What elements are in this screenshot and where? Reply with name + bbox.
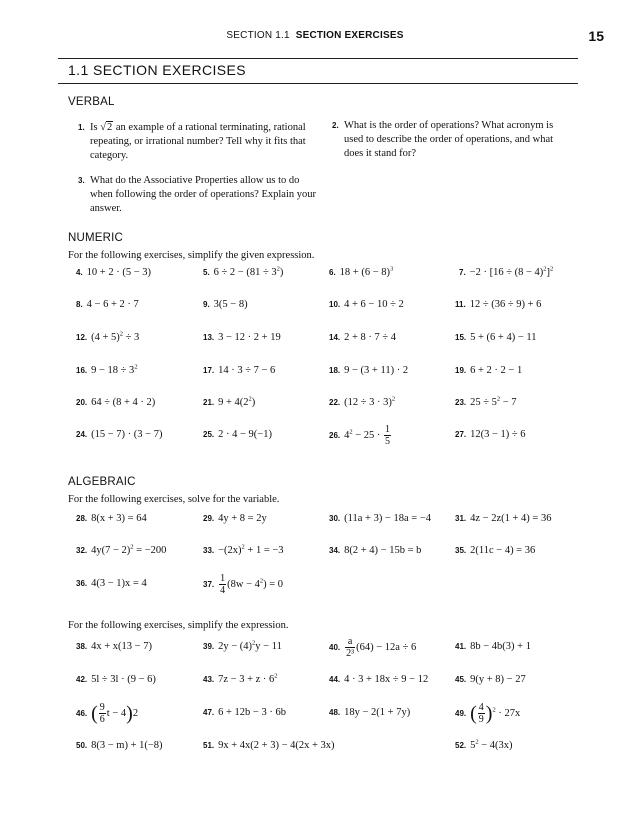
exercise-number: 49. bbox=[455, 708, 467, 718]
exercise-number: 14. bbox=[329, 333, 341, 342]
exponent: 2 bbox=[496, 395, 501, 403]
simplify-instruction: For the following exercises, simplify the expression. bbox=[68, 620, 289, 631]
exercise-number: 19. bbox=[455, 366, 467, 375]
expression: 4y + 8 = 2y bbox=[218, 513, 267, 524]
exercise-number: 39. bbox=[203, 642, 215, 651]
exercise-27 bbox=[455, 428, 526, 442]
exercise-number: 26. bbox=[329, 430, 341, 440]
exercise-number: 30. bbox=[329, 514, 341, 523]
exercise-32 bbox=[76, 544, 166, 558]
expression: 6 + 2 · 2 − 1 bbox=[470, 365, 523, 376]
exercise-7 bbox=[459, 266, 553, 280]
expression: ÷ 3 bbox=[123, 332, 140, 343]
exercise-10 bbox=[329, 298, 404, 312]
exercise-number: 31. bbox=[455, 514, 467, 523]
exponent: 2 bbox=[248, 395, 252, 403]
exercise-45 bbox=[455, 673, 526, 687]
exercise-number: 23. bbox=[455, 398, 467, 407]
exercise-number: 36. bbox=[76, 579, 88, 588]
exercise-33 bbox=[203, 544, 284, 558]
exercise-number: 33. bbox=[203, 546, 215, 555]
running-header bbox=[0, 30, 630, 48]
expression: 2(11c − 4) = 36 bbox=[470, 545, 536, 556]
exercise-41 bbox=[455, 640, 531, 654]
exercise-number: 28. bbox=[76, 514, 88, 523]
expression: · 27x bbox=[495, 707, 521, 719]
exercise-20 bbox=[76, 396, 155, 410]
exercise-24 bbox=[76, 428, 162, 442]
exponent: 2 bbox=[241, 543, 245, 551]
expression: (15 − 7) · (3 − 7) bbox=[91, 429, 163, 440]
exponent: 2 bbox=[274, 672, 278, 680]
exercise-number: 5. bbox=[203, 268, 210, 277]
exponent: 2 bbox=[349, 428, 353, 436]
exercise-47 bbox=[203, 706, 286, 720]
exercise-number: 44. bbox=[329, 675, 341, 684]
expression: 7z − 3 + z · 6 bbox=[218, 674, 275, 685]
exercise-6 bbox=[329, 266, 393, 280]
expression: 10 + 2 · (5 − 3) bbox=[86, 267, 152, 278]
exercise-40 bbox=[329, 636, 416, 659]
denominator: 4 bbox=[220, 585, 226, 596]
exponent: 2 bbox=[252, 639, 256, 647]
exercise-number: 11. bbox=[455, 300, 466, 309]
exercise-46 bbox=[76, 702, 138, 725]
exercise-49 bbox=[455, 702, 520, 725]
expression: 8(x + 3) = 64 bbox=[91, 513, 147, 524]
exercise-number: 7. bbox=[459, 268, 466, 277]
numeric-heading: NUMERIC bbox=[68, 232, 124, 244]
numerator: 4 bbox=[478, 702, 484, 713]
expression: 4x + x(13 − 7) bbox=[91, 641, 152, 652]
solve-instruction: For the following exercises, solve for the variable. bbox=[68, 494, 280, 505]
exercise-9 bbox=[203, 298, 248, 312]
exercise-number: 35. bbox=[455, 546, 467, 555]
exponent: 2 bbox=[130, 543, 134, 551]
paren: ( bbox=[91, 702, 98, 725]
exercise-18 bbox=[329, 364, 408, 378]
exercise-23 bbox=[455, 396, 517, 410]
exercise-51 bbox=[203, 739, 335, 753]
expression: 5l ÷ 3l · (9 − 6) bbox=[91, 674, 156, 685]
numeric-instruction: For the following exercises, simplify the given expression. bbox=[68, 250, 315, 261]
expression: − 25 · bbox=[352, 429, 384, 441]
page-number: 15 bbox=[588, 28, 604, 44]
exercise-number: 6. bbox=[329, 268, 336, 277]
exercise-number: 34. bbox=[329, 546, 341, 555]
exercise-number: 12. bbox=[76, 333, 88, 342]
expression: −2 · [16 ÷ (8 − 4) bbox=[469, 267, 544, 278]
expression: 64 ÷ (8 + 4 · 2) bbox=[91, 397, 156, 408]
exercise-number: 16. bbox=[76, 366, 88, 375]
exponent: 2 bbox=[119, 330, 124, 338]
expression: 9 + 4(2 bbox=[218, 397, 249, 408]
exercise-number: 10. bbox=[329, 300, 341, 309]
numerator: 9 bbox=[99, 702, 105, 713]
expression: (4 + 5) bbox=[91, 332, 120, 343]
expression: 9(y + 8) − 27 bbox=[470, 674, 526, 685]
exercise-36 bbox=[76, 577, 147, 591]
exercise-number: 27. bbox=[455, 430, 467, 439]
fraction bbox=[345, 636, 355, 659]
exercise-43 bbox=[203, 673, 278, 687]
exercise-number: 45. bbox=[455, 675, 467, 684]
exercise-number: 46. bbox=[76, 708, 88, 718]
expression: t − 4 bbox=[106, 707, 127, 719]
expression: 8b − 4b(3) + 1 bbox=[470, 641, 531, 652]
verbal-heading: VERBAL bbox=[68, 96, 115, 108]
exercise-1: 1. Is √2 an example of a rational terminating, rational repeating, or irrational number? Tell why it fits that category. bbox=[78, 122, 306, 161]
exercise-number: 25. bbox=[203, 430, 215, 439]
exercise-42 bbox=[76, 673, 156, 687]
expression: 3 − 12 · 2 + 19 bbox=[218, 332, 281, 343]
exercise-35 bbox=[455, 544, 535, 558]
expression: 2 · 4 − 9(−1) bbox=[218, 429, 272, 440]
exercise-number: 47. bbox=[203, 708, 215, 717]
expression: 4y(7 − 2) bbox=[91, 545, 131, 556]
numerator: 1 bbox=[385, 424, 391, 435]
exercise-19 bbox=[455, 364, 522, 378]
expression: (8w − 4 bbox=[227, 578, 260, 590]
expression: 2 bbox=[132, 707, 139, 719]
paren: ( bbox=[470, 702, 477, 725]
fraction bbox=[384, 424, 391, 447]
exercise-number: 29. bbox=[203, 514, 215, 523]
exponent: 3 bbox=[390, 265, 394, 273]
exercise-number: 24. bbox=[76, 430, 88, 439]
exercise-15 bbox=[455, 331, 537, 345]
numerator: a bbox=[345, 636, 355, 648]
expression: = −200 bbox=[133, 545, 167, 556]
exercise-26 bbox=[329, 424, 392, 447]
expression: + 1 = −3 bbox=[244, 545, 284, 556]
expression: 12 ÷ (36 ÷ 9) + 6 bbox=[469, 299, 542, 310]
fraction bbox=[478, 702, 485, 725]
exercise-number: 40. bbox=[329, 642, 341, 652]
exercise-number: 37. bbox=[203, 579, 215, 589]
exercise-28 bbox=[76, 512, 147, 526]
fraction bbox=[219, 573, 226, 596]
exponent: 2 bbox=[259, 577, 264, 585]
exercise-2: 2. What is the order of operations? What acronym is used to describe the order of operations, and what does it stand for? bbox=[332, 120, 554, 159]
expression: 8(2 + 4) − 15b = b bbox=[344, 545, 422, 556]
exercise-number: 41. bbox=[455, 642, 467, 651]
exercise-12 bbox=[76, 331, 139, 345]
expression: 12(3 − 1) ÷ 6 bbox=[470, 429, 526, 440]
expression: 2 + 8 · 7 ÷ 4 bbox=[344, 332, 397, 343]
exponent: 2 bbox=[550, 265, 554, 273]
paren: ) bbox=[126, 702, 133, 725]
exercise-44 bbox=[329, 673, 428, 687]
expression: 6 + 12b − 3 · 6b bbox=[218, 707, 286, 718]
exercise-39 bbox=[203, 640, 282, 654]
exercise-number: 13. bbox=[203, 333, 215, 342]
exponent: 2 bbox=[134, 363, 138, 371]
expression: 4(3 − 1)x = 4 bbox=[91, 578, 147, 589]
running-header-text: SECTION 1.1 SECTION EXERCISES bbox=[226, 30, 404, 41]
expression: 4 · 3 + 18x ÷ 9 − 12 bbox=[344, 674, 429, 685]
exercise-number: 38. bbox=[76, 642, 88, 651]
expression: 9 − 18 ÷ 3 bbox=[91, 365, 135, 376]
expression: 18y − 2(1 + 7y) bbox=[344, 707, 411, 718]
expression: 18 + (6 − 8) bbox=[339, 267, 391, 278]
expression: 4 − 6 + 2 · 7 bbox=[86, 299, 139, 310]
exponent: 2 bbox=[391, 395, 396, 403]
exercise-number: 17. bbox=[203, 366, 215, 375]
expression: −(2x) bbox=[218, 545, 242, 556]
exercise-14 bbox=[329, 331, 396, 345]
denominator: 2³ bbox=[346, 648, 355, 659]
exercise-number: 4. bbox=[76, 268, 83, 277]
exercise-38 bbox=[76, 640, 152, 654]
exercise-50 bbox=[76, 739, 163, 753]
expression: 9x + 4x(2 + 3) − 4(2x + 3x) bbox=[218, 740, 335, 751]
numerator: 1 bbox=[220, 573, 226, 584]
expression: 6 ÷ 2 − (81 ÷ 3 bbox=[213, 267, 277, 278]
expression: 3(5 − 8) bbox=[213, 299, 248, 310]
expression: 2y − (4) bbox=[218, 641, 253, 652]
exercise-21 bbox=[203, 396, 255, 410]
expression: 4z − 2z(1 + 4) = 36 bbox=[470, 513, 552, 524]
exercise-52 bbox=[455, 739, 513, 753]
expression: 5 bbox=[470, 740, 476, 751]
exercise-number: 52. bbox=[455, 741, 467, 750]
expression: ) bbox=[251, 397, 256, 408]
expression: (64) − 12a ÷ 6 bbox=[356, 641, 417, 653]
exercise-number: 48. bbox=[329, 708, 341, 717]
exercise-31 bbox=[455, 512, 551, 526]
expression: 4 bbox=[344, 429, 350, 441]
exercise-37 bbox=[203, 573, 283, 596]
exercise-13 bbox=[203, 331, 281, 345]
section-heading: 1.1 SECTION EXERCISES bbox=[68, 62, 247, 78]
exercise-number: 22. bbox=[329, 398, 341, 407]
expression: − 4(3x) bbox=[478, 740, 513, 751]
exercise-30 bbox=[329, 512, 431, 526]
exercise-number: 32. bbox=[76, 546, 88, 555]
exercise-number: 18. bbox=[329, 366, 341, 375]
expression: y − 11 bbox=[255, 641, 282, 652]
expression: 9 − (3 + 11) · 2 bbox=[344, 365, 409, 376]
exercise-4 bbox=[76, 266, 151, 280]
exercise-17 bbox=[203, 364, 275, 378]
expression: 5 + (6 + 4) − 11 bbox=[470, 332, 537, 343]
exercise-number: 9. bbox=[203, 300, 210, 309]
paren: ) bbox=[485, 702, 493, 725]
fraction bbox=[99, 702, 106, 725]
expression: ) = 0 bbox=[263, 578, 284, 590]
section-heading-bar bbox=[58, 58, 578, 84]
exercise-number: 51. bbox=[203, 741, 215, 750]
exercise-8 bbox=[76, 298, 139, 312]
exercise-number: 15. bbox=[455, 333, 467, 342]
algebraic-heading: ALGEBRAIC bbox=[68, 476, 136, 488]
exercise-number: 43. bbox=[203, 675, 215, 684]
expression: − 7 bbox=[500, 397, 517, 408]
exercise-number: 50. bbox=[76, 741, 88, 750]
exercise-48 bbox=[329, 706, 410, 720]
exponent: 2 bbox=[475, 738, 479, 746]
exponent: 2 bbox=[492, 706, 496, 714]
exercise-5 bbox=[203, 266, 283, 280]
exercise-number: 42. bbox=[76, 675, 88, 684]
expression: 25 ÷ 5 bbox=[470, 397, 497, 408]
denominator: 6 bbox=[99, 714, 105, 725]
sqrt-symbol: √2 bbox=[100, 122, 113, 133]
exercise-16 bbox=[76, 364, 138, 378]
expression: (11a + 3) − 18a = −4 bbox=[344, 513, 431, 524]
exponent: 2 bbox=[543, 265, 547, 273]
exercise-34 bbox=[329, 544, 421, 558]
exercise-29 bbox=[203, 512, 267, 526]
denominator: 9 bbox=[478, 714, 484, 725]
exercise-number: 8. bbox=[76, 300, 83, 309]
expression: 4 + 6 − 10 ÷ 2 bbox=[344, 299, 404, 310]
exercise-number: 20. bbox=[76, 398, 88, 407]
denominator: 5 bbox=[385, 436, 391, 447]
expression: 8(3 − m) + 1(−8) bbox=[91, 740, 163, 751]
expression: (12 ÷ 3 · 3) bbox=[344, 397, 392, 408]
expression: ) bbox=[279, 267, 284, 278]
exercise-3: 3. What do the Associative Properties allow us to do when following the order of operations? Explain your answer. bbox=[78, 175, 316, 214]
exercise-22 bbox=[329, 396, 395, 410]
exponent: 2 bbox=[276, 265, 280, 273]
expression: 14 · 3 ÷ 7 − 6 bbox=[218, 365, 276, 376]
exercise-number: 21. bbox=[203, 398, 215, 407]
exercise-25 bbox=[203, 428, 272, 442]
exercise-11 bbox=[455, 298, 541, 312]
expression: ] bbox=[546, 267, 551, 278]
